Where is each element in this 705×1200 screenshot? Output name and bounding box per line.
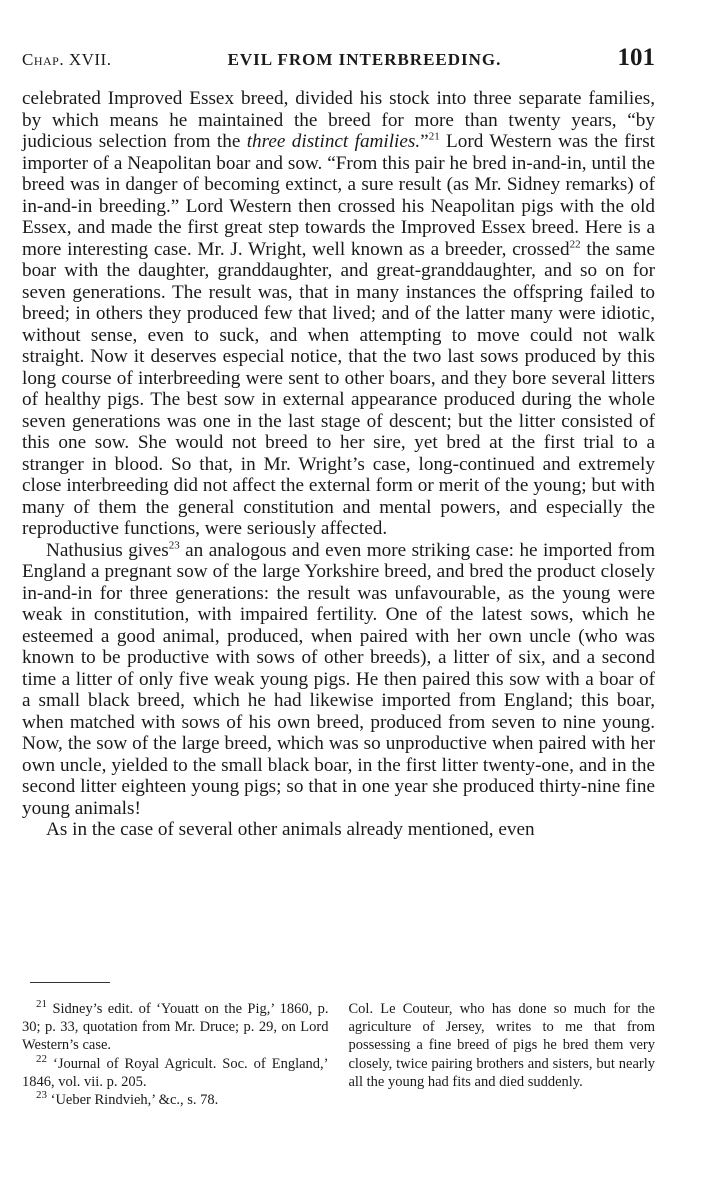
running-header	[22, 44, 655, 82]
footnote	[349, 1000, 656, 1091]
footnotes	[22, 1000, 655, 1109]
footnote-text: Sidney’s edit. of ‘Youatt on the Pig,’ 1860, p. 30; p. 33, quotation from Mr. Druce; p. 29, on Lord Western’s case.	[22, 1001, 329, 1054]
main-text	[22, 88, 655, 841]
footnote	[22, 1000, 329, 1055]
footnote-ref: 23	[168, 539, 180, 552]
paragraph	[22, 819, 655, 841]
text-run: ”	[420, 131, 429, 152]
footnote-ref: 22	[569, 238, 581, 251]
footnote-number: 23	[36, 1089, 47, 1102]
text-run: celebrated Improved Essex breed, divided his stock into three separate families, by which means he maintained the breed for more than twenty years, “by judicious selection from the	[22, 88, 655, 152]
footnote	[22, 1091, 329, 1109]
footnotes-left-column	[22, 1000, 329, 1109]
page-number: 101	[617, 44, 655, 71]
text-run: an analogous and even more striking case: he imported from England a pregnant sow of the large Yorkshire breed, and bred the product closely in-and-in for three generations: the result was unfavourable, as the young were weak in constitution, with impaired fertility. One of the latest sows, which he esteemed a good animal, produced, when paired with her own uncle (who was known to be productive with sows of other breeds), a litter of six, and a second time a litter of only five weak young pigs. He then paired this sow with a boar of a small black breed, which he had likewise imported from England; this boar, when matched with sows of his own breed, produced from seven to nine young. Now, the sow of the large breed, which was so unproductive when paired with her own uncle, yielded to the small black boar, in the first litter twenty-one, and in the second litter eighteen young pigs; so that in one year she produced thirty-nine fine young animals!	[22, 539, 655, 819]
chapter-label: Chap. XVII.	[22, 50, 112, 69]
text-run: Nathusius gives	[46, 539, 169, 561]
text-run: the same boar with the daughter, granddaughter, and great-granddaughter, and so on for seven generations. The result was, that in many instances the offspring failed to breed; in others they produced few that lived; and of the latter many were idiotic, without sense, even to suck, and when attempting to move could not walk straight. Now it deserves especial notice, that the two last sows produced by this long course of interbreeding were sent to other boars, and they bore several litters of healthy pigs. The best sow in external appearance produced during the whole seven generations was one in the last stage of descent; but the litter consisted of this one sow. She would not breed to her sire, yet bred at the first trial to a stranger in blood. So that, in Mr. Wright’s case, long-continued and extremely close interbreeding did not affect the external form or merit of the young; but with many of them the general constitution and mental powers, and especially the reproductive functions, were seriously affected.	[22, 238, 655, 539]
footnote-ref: 21	[428, 130, 440, 143]
footnotes-right-column	[349, 1000, 656, 1109]
text-run: Lord Western was the first importer of a Neapolitan boar and sow. “From this pair he bred in-and-in, until the breed was in danger of becoming extinct, a sure result (as Mr. Sidney remarks) of in-and-in breeding.” Lord Western then crossed his Neapolitan pigs with the old Essex, and made the first great step towards the Improved Essex breed. Here is a more interesting case. Mr. J. Wright, well known as a breeder, crossed	[22, 131, 655, 260]
footnote-number: 21	[36, 998, 47, 1011]
running-title: EVIL FROM INTERBREEDING.	[227, 50, 502, 69]
italic-text: three distinct families.	[246, 131, 421, 152]
footnote	[22, 1052, 329, 1091]
text-run: As in the case of several other animals already mentioned, even	[46, 819, 535, 840]
footnote-divider	[30, 982, 110, 983]
footnote-text: ‘Ueber Rindvieh,’ &c., s. 78.	[50, 1092, 219, 1109]
paragraph	[22, 540, 655, 820]
footnote-text: ‘Journal of Royal Agricult. Soc. of England,’ 1846, vol. vii. p. 205.	[22, 1055, 329, 1090]
paragraph	[22, 88, 655, 540]
footnote-text: Col. Le Couteur, who has done so much for the agriculture of Jersey, writes to me that from possessing a fine breed of pigs he bred them very closely, twice pairing brothers and sisters, but nearly all the young had fits and died suddenly.	[348, 1001, 655, 1090]
footnote-number: 22	[36, 1052, 47, 1065]
